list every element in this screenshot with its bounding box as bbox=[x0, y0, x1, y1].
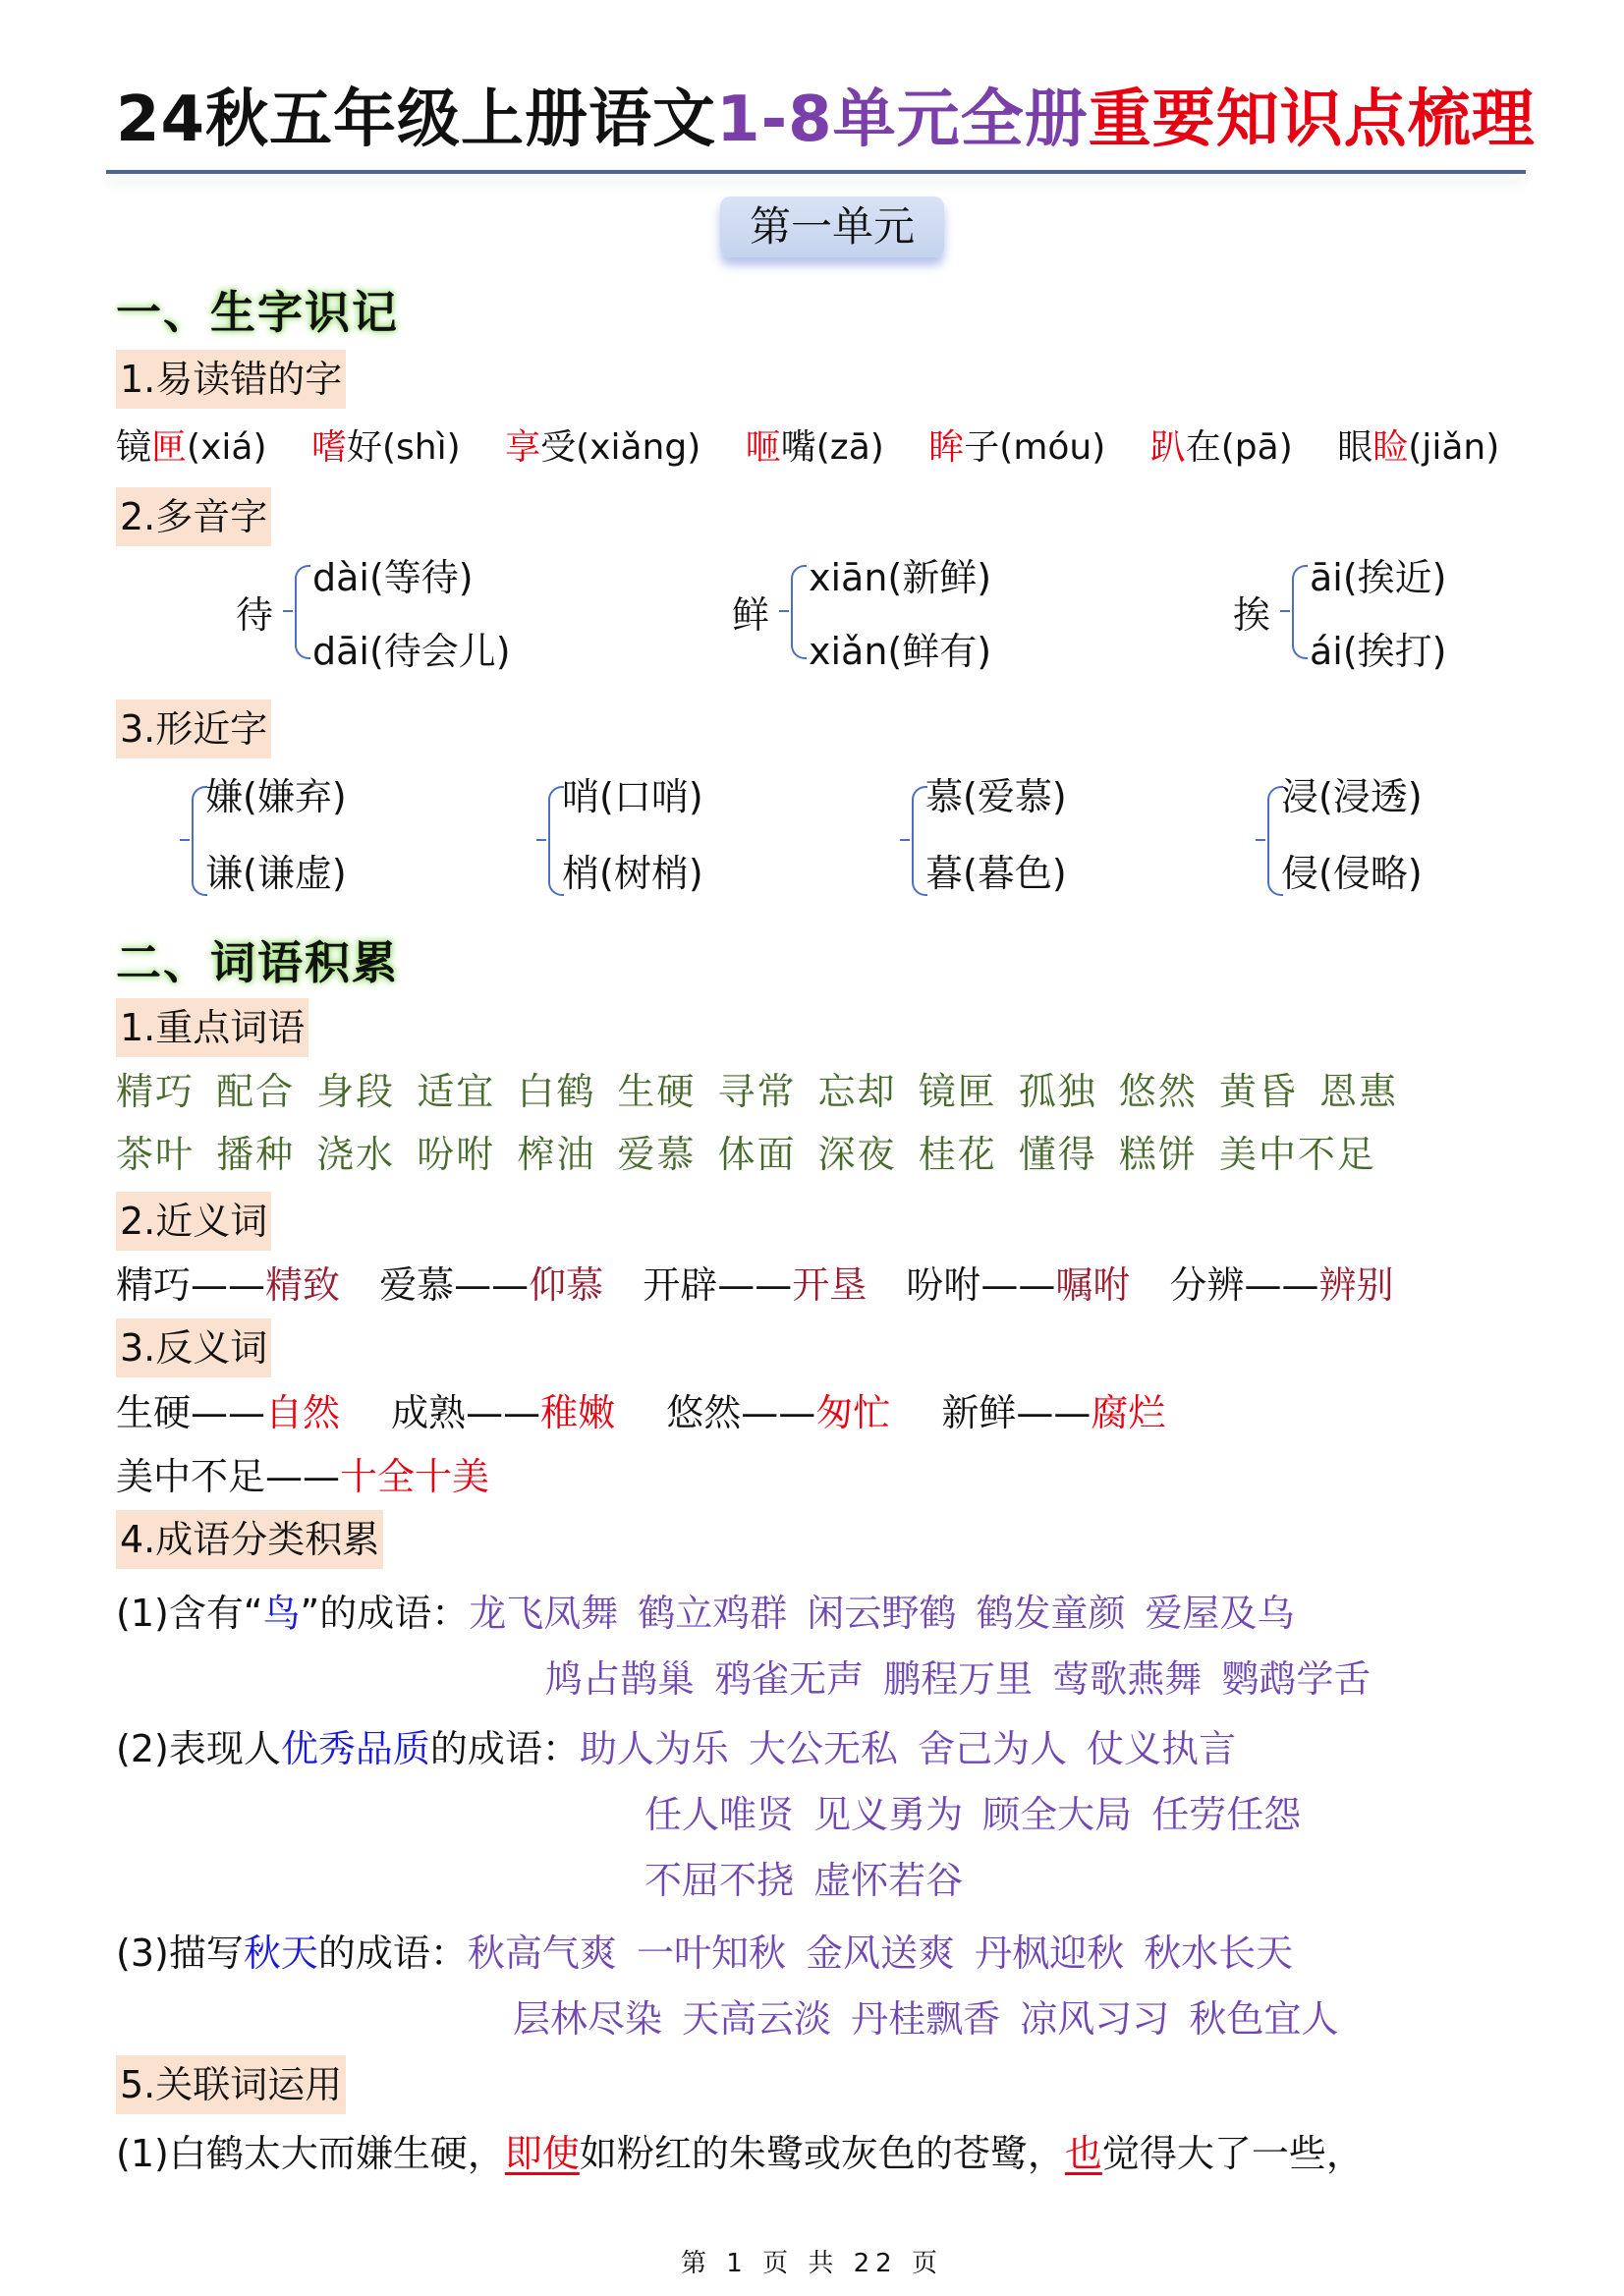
subheading-polyphonic: 2.多音字 bbox=[116, 487, 271, 546]
antonyms-row bbox=[116, 1452, 489, 1501]
subheading-similar-characters: 3.形近字 bbox=[116, 700, 271, 758]
conjunction-sentence: (1)白鹤太大而嫌生硬，即使如粉红的朱鹭或灰色的苍鹭，也觉得大了一些， bbox=[116, 2132, 1364, 2175]
title-part-units: 1-8单元全册 bbox=[716, 84, 1089, 156]
subheading-conjunctions: 5.关联词运用 bbox=[116, 2055, 346, 2114]
title-part-grade: 24秋五年级上册语文 bbox=[116, 84, 717, 156]
conjunction-keyword: 也 bbox=[1064, 2132, 1102, 2175]
list-item: 咂嘴(zā) bbox=[745, 427, 884, 468]
section-heading-characters: 一、生字识记 bbox=[116, 286, 399, 339]
title-part-topic: 重要知识点梳理 bbox=[1088, 84, 1536, 156]
subheading-misread-characters: 1.易读错的字 bbox=[116, 350, 346, 409]
misread-characters-list bbox=[116, 423, 1499, 473]
list-item: 享受(xiǎng) bbox=[505, 427, 701, 468]
synonym-pair: 分辨——辨别 bbox=[1169, 1263, 1394, 1307]
list-item: 眸子(móu) bbox=[928, 427, 1106, 468]
idiom-row: 鸠占鹊巢 鸦雀无声 鹏程万里 莺歌燕舞 鹦鹉学舌 bbox=[545, 1657, 1372, 1701]
idiom-category-autumn: (3)描写秋天的成语：秋高气爽 一叶知秋 金风送爽 丹枫迎秋 秋水长天 bbox=[116, 1932, 1294, 1975]
subheading-antonyms: 3.反义词 bbox=[116, 1318, 271, 1377]
list-item: 嗜好(shì) bbox=[310, 427, 461, 468]
key-words-row: 精巧 配合 身段 适宜 白鹤 生硬 寻常 忘却 镜匣 孤独 悠然 黄昏 恩惠 bbox=[116, 1070, 1398, 1113]
idiom-row: 不屈不挠 虚怀若谷 bbox=[644, 1859, 964, 1902]
conjunction-keyword: 即使 bbox=[504, 2132, 580, 2175]
antonym-pair: 成熟——稚嫩 bbox=[391, 1391, 616, 1434]
antonym-pair: 新鲜——腐烂 bbox=[941, 1391, 1166, 1434]
section-heading-vocabulary: 二、词语积累 bbox=[116, 936, 399, 989]
idiom-category-qualities: (2)表现人优秀品质的成语：助人为乐 大公无私 舍己为人 仗义执言 bbox=[116, 1727, 1237, 1770]
antonym-pair: 生硬——自然 bbox=[116, 1391, 341, 1434]
idiom-row: 任人唯贤 见义勇为 顾全大局 任劳任怨 bbox=[644, 1793, 1302, 1836]
synonyms-row bbox=[116, 1260, 1394, 1310]
synonym-pair: 开辟——开垦 bbox=[643, 1263, 868, 1307]
subheading-synonyms: 2.近义词 bbox=[116, 1192, 271, 1251]
list-item: 趴在(pā) bbox=[1149, 427, 1293, 468]
key-words-row: 茶叶 播种 浇水 吩咐 榨油 爱慕 体面 深夜 桂花 懂得 糕饼 美中不足 bbox=[116, 1133, 1376, 1176]
synonym-pair: 吩咐——嘱咐 bbox=[906, 1263, 1131, 1307]
list-item: 镜匣(xiá) bbox=[116, 427, 267, 468]
synonym-pair: 精巧——精致 bbox=[116, 1263, 341, 1307]
subheading-idioms: 4.成语分类积累 bbox=[116, 1510, 383, 1569]
unit-badge: 第一单元 bbox=[720, 196, 944, 257]
document-title bbox=[116, 81, 1536, 159]
title-divider bbox=[106, 170, 1526, 174]
antonyms-row bbox=[116, 1388, 1165, 1437]
list-item: 眼睑(jiǎn) bbox=[1337, 427, 1500, 468]
page-footer: 第 1 页 共 22 页 bbox=[681, 2249, 943, 2278]
antonym-pair: 悠然——匆忙 bbox=[666, 1391, 891, 1434]
antonym-pair: 美中不足——十全十美 bbox=[116, 1455, 490, 1498]
subheading-key-words: 1.重点词语 bbox=[116, 998, 308, 1057]
synonym-pair: 爱慕——仰慕 bbox=[379, 1263, 604, 1307]
idiom-category-birds: (1)含有“鸟”的成语：龙飞凤舞 鹤立鸡群 闲云野鹤 鹤发童颜 爱屋及乌 bbox=[116, 1592, 1295, 1635]
idiom-row: 层林尽染 天高云淡 丹桂飘香 凉风习习 秋色宜人 bbox=[513, 1997, 1339, 2041]
